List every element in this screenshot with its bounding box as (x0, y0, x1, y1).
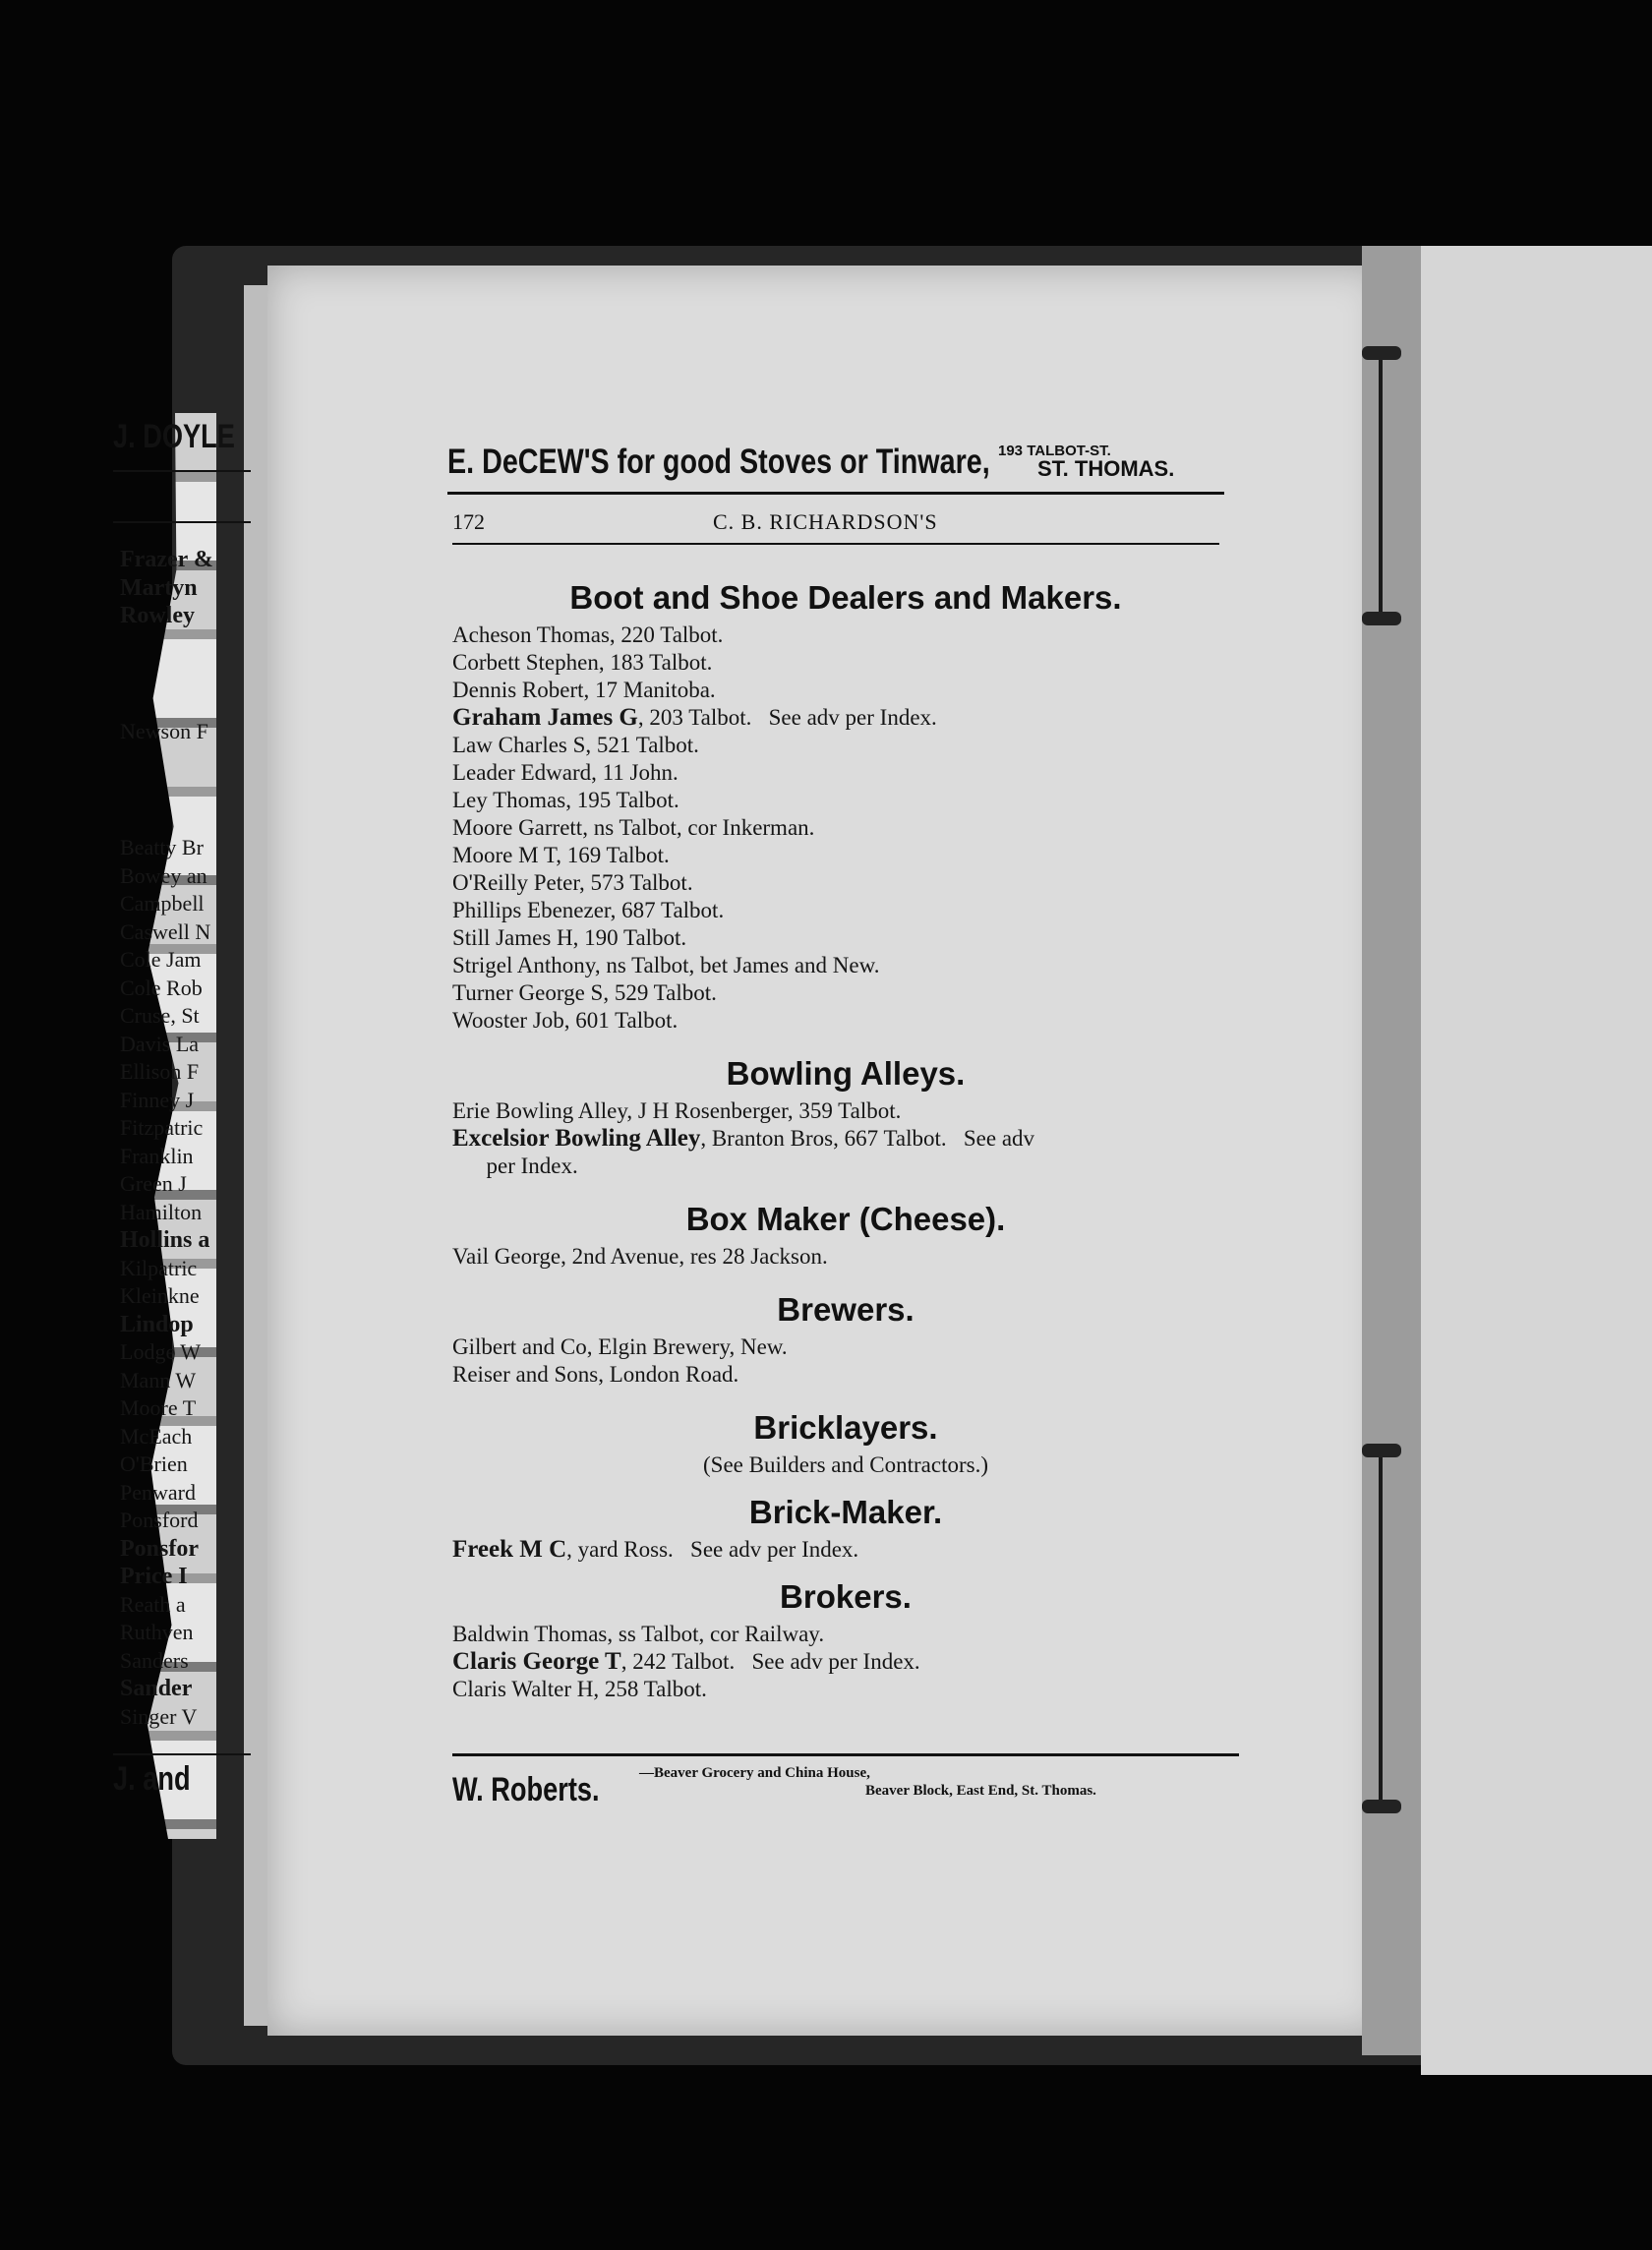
right-page-entry: Finney J (120, 1087, 195, 1112)
right-page-entry: Bowey an (120, 862, 207, 888)
entry-text: Moore Garrett, ns Talbot, cor Inkerman. (452, 815, 815, 840)
right-page-list (120, 834, 210, 1731)
right-page-entry: Fitzpatric (120, 1115, 204, 1140)
entry-text: Wooster Job, 601 Talbot. (452, 1008, 678, 1033)
directory-entry (452, 842, 1239, 869)
right-page-entry: Moore T (120, 1395, 197, 1420)
right-page-entry: Lindop (120, 1311, 194, 1337)
right-page-entry: Singer V (120, 1703, 198, 1729)
directory-entry (452, 1097, 1239, 1125)
section-heading: Bowling Alleys. (726, 1055, 966, 1092)
right-page-entry: Ponsfor (120, 1535, 199, 1562)
entry-text: Turner George S, 529 Talbot. (452, 980, 717, 1005)
directory-entry (452, 1648, 1239, 1676)
right-page-entry: Campbell (120, 891, 205, 916)
directory-entry (452, 1243, 1239, 1271)
directory-entry (452, 1621, 1239, 1648)
right-page-entry: Cole Rob (120, 975, 203, 1000)
footer-ad-line2: Beaver Block, East End, St. Thomas. (865, 1783, 1096, 1799)
directory-entry (452, 649, 1239, 677)
directory-entry (452, 814, 1239, 842)
footer-ad-name: W. Roberts. (452, 1771, 600, 1808)
directory-entry (452, 787, 1239, 814)
right-page-footer: J. and (113, 1760, 191, 1798)
right-page-entry: Sanders (120, 1647, 189, 1673)
section-note: (See Builders and Contractors.) (703, 1452, 988, 1477)
footer-ad-line1: —Beaver Grocery and China House, (639, 1765, 870, 1781)
entry-text: , 203 Talbot. See adv per Index. (637, 705, 937, 730)
page-stack-edge (244, 285, 267, 2026)
entry-name-bold: Claris George T (452, 1648, 621, 1675)
directory-entry (452, 1333, 1239, 1361)
header-ad-main: E. DeCEW'S for good Stoves or Tinware, (447, 443, 990, 481)
right-page-entry: Caswell N (120, 918, 211, 944)
directory-listings (452, 562, 1239, 1703)
right-page-entry: Cruse, St (120, 1003, 200, 1028)
entry-text: Gilbert and Co, Elgin Brewery, New. (452, 1334, 788, 1359)
binding-thread-lower (1379, 1446, 1383, 1809)
section-heading: Brewers. (777, 1291, 914, 1328)
entry-text: Law Charles S, 521 Talbot. (452, 733, 699, 757)
right-page-entry: Green J (120, 1171, 187, 1196)
entry-text: Moore M T, 169 Talbot. (452, 843, 670, 867)
right-page-header: J. DOYLE (113, 418, 235, 455)
section-heading: Boot and Shoe Dealers and Makers. (569, 579, 1122, 616)
right-page-entry: McEach (120, 1423, 193, 1449)
right-page-entry: Kleinkne (120, 1283, 200, 1308)
entry-text: Strigel Anthony, ns Talbot, bet James and New. (452, 953, 880, 977)
entry-text: Phillips Ebenezer, 687 Talbot. (452, 898, 725, 922)
directory-entry (452, 897, 1239, 924)
right-page-entry: Davis La (120, 1031, 200, 1056)
entry-name-bold: Excelsior Bowling Alley (452, 1125, 701, 1152)
directory-entry (452, 1153, 1239, 1180)
book-gutter (1362, 246, 1421, 2055)
binding-knot (1362, 1444, 1401, 1457)
right-page-entry: Mann W (120, 1367, 197, 1392)
right-page-entry: Beatty Br (120, 835, 204, 859)
footer-rule (452, 1753, 1239, 1756)
right-page-entry: Penward (120, 1479, 196, 1505)
right-page-entry: Hamilton (120, 1199, 203, 1224)
right-page-entry: Price I (120, 1564, 188, 1589)
entry-name-bold: Graham James G (452, 704, 638, 731)
directory-entry (452, 732, 1239, 759)
directory-entry (452, 622, 1239, 649)
right-page-entry: Cole Jam (120, 947, 202, 972)
publisher-name: C. B. RICHARDSON'S (713, 509, 938, 534)
entry-text: Leader Edward, 11 John. (452, 760, 678, 785)
entry-name-bold: Freek M C (452, 1536, 567, 1563)
entry-text: Ley Thomas, 195 Talbot. (452, 788, 679, 812)
running-head (452, 509, 1219, 545)
directory-entry (452, 759, 1239, 787)
right-page-entry: Kilpatric (120, 1255, 198, 1280)
header-advertisement (447, 443, 1224, 495)
right-page-entry: Rowley (120, 603, 195, 628)
right-page-entry: Reath a (120, 1591, 186, 1617)
header-ad-city: ST. THOMAS. (1037, 456, 1175, 481)
right-page-entry: Hollins a (120, 1227, 210, 1253)
right-page-entry: Ellison F (120, 1059, 200, 1084)
section-heading: Box Maker (Cheese). (685, 1201, 1006, 1237)
entry-text: , Branton Bros, 667 Talbot. See adv (700, 1126, 1035, 1151)
right-page-entry: Frazer & (120, 547, 213, 572)
directory-entry (452, 952, 1239, 979)
header-ad-street: 193 TALBOT-ST. (998, 443, 1111, 459)
entry-text: O'Reilly Peter, 573 Talbot. (452, 870, 693, 895)
binding-knot (1362, 612, 1401, 625)
right-page-entry: Martyn (120, 574, 198, 601)
directory-entry (452, 1361, 1239, 1389)
entry-text: Acheson Thomas, 220 Talbot. (452, 622, 724, 647)
section-heading: Bricklayers. (753, 1409, 938, 1446)
directory-entry (452, 979, 1239, 1007)
entry-text: Still James H, 190 Talbot. (452, 925, 687, 950)
section-heading: Brick-Maker. (748, 1494, 943, 1530)
footer-advertisement (452, 1765, 1239, 1814)
entry-text: , yard Ross. See adv per Index. (566, 1537, 859, 1562)
page-number: 172 (452, 509, 485, 534)
right-page-rule (113, 470, 251, 472)
right-page-entry: Franklin (120, 1143, 194, 1168)
right-page-group (120, 546, 213, 630)
binding-knot (1362, 346, 1401, 360)
right-page-entry: Sander (120, 1676, 193, 1701)
directory-entry (452, 1536, 1239, 1564)
right-page (1421, 246, 1652, 2075)
right-page-entry: Newson F (120, 719, 208, 743)
entry-text: , 242 Talbot. See adv per Index. (620, 1649, 920, 1674)
directory-entry (452, 704, 1239, 732)
right-page-rule (113, 521, 251, 523)
right-page-entry: Lodge W (120, 1339, 202, 1364)
right-page-single (120, 718, 208, 746)
entry-text: Erie Bowling Alley, J H Rosenberger, 359 Talbot. (452, 1098, 902, 1123)
entry-text: Dennis Robert, 17 Manitoba. (452, 678, 716, 702)
directory-entry (452, 1007, 1239, 1035)
section-heading: Brokers. (780, 1578, 912, 1615)
binding-thread-upper (1379, 349, 1383, 615)
directory-entry (452, 677, 1239, 704)
directory-entry (452, 1125, 1239, 1153)
right-page-entry: O'Brien (120, 1451, 188, 1476)
entry-text: per Index. (452, 1154, 578, 1178)
entry-text: Corbett Stephen, 183 Talbot. (452, 650, 713, 675)
entry-text: Claris Walter H, 258 Talbot. (452, 1677, 707, 1701)
entry-text: Baldwin Thomas, ss Talbot, cor Railway. (452, 1622, 825, 1646)
directory-entry (452, 924, 1239, 952)
entry-text: Vail George, 2nd Avenue, res 28 Jackson. (452, 1244, 828, 1269)
binding-knot (1362, 1800, 1401, 1813)
directory-entry (452, 869, 1239, 897)
right-page-rule (113, 1753, 251, 1755)
entry-text: Reiser and Sons, London Road. (452, 1362, 739, 1387)
right-page-entry: Ponsford (120, 1508, 199, 1532)
directory-entry (452, 1676, 1239, 1703)
right-page-entry: Ruthven (120, 1620, 194, 1644)
